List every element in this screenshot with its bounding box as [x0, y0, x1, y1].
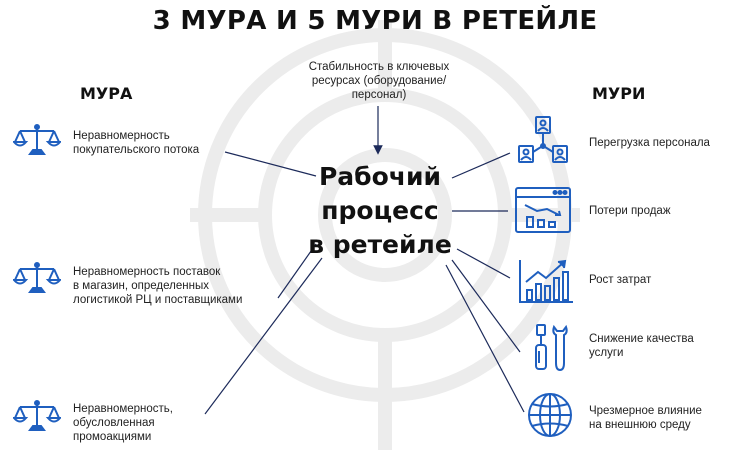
mura-item-line: Неравномерность, [73, 403, 173, 415]
globe-icon [527, 392, 573, 438]
muri-item-line: Потери продаж [589, 205, 671, 217]
growth-chart-icon [518, 258, 574, 304]
muri-item-line: на внешнюю среду [589, 419, 691, 431]
tools-icon [530, 323, 570, 373]
mura-item [73, 265, 242, 307]
muri-heading: МУРИ [592, 84, 646, 103]
mura-item-line: логистикой РЦ и поставщиками [73, 294, 243, 306]
muri-item-line: Снижение качества [589, 333, 694, 345]
muri-item-line: Перегрузка персонала [589, 137, 710, 149]
mura-item [73, 129, 199, 157]
scales-icon [13, 400, 61, 432]
top-note-line: Стабильность в ключевых [308, 61, 450, 73]
muri-item [589, 404, 702, 432]
scales-icon [13, 262, 61, 294]
mura-item-line: покупательского потока [73, 144, 200, 156]
team-network-icon [518, 116, 568, 164]
scales-icon [13, 124, 61, 156]
center-node-line: процесс [321, 196, 439, 225]
muri-item-line: Чрезмерное влияние [589, 405, 702, 417]
muri-item-line: услуги [589, 347, 624, 359]
top-note-line: ресурсах (оборудование/ [311, 75, 447, 87]
muri-item [589, 136, 710, 150]
page-title: 3 МУРА И 5 МУРИ В РЕТЕЙЛЕ [152, 6, 598, 36]
top-note-line: персонал) [351, 89, 407, 101]
center-node-line: в ретейле [308, 230, 452, 259]
center-node-line: Рабочий [318, 162, 442, 191]
mura-item-line: обусловленная [73, 417, 155, 429]
mura-heading: МУРА [80, 84, 133, 103]
muri-item [589, 273, 651, 287]
muri-item [589, 332, 694, 360]
mura-item-line: Неравномерность поставок [73, 266, 221, 278]
muri-item [589, 204, 671, 218]
mura-item-line: промоакциями [73, 431, 152, 443]
mura-item [73, 402, 173, 444]
top-note [284, 60, 474, 102]
muri-item-line: Рост затрат [589, 274, 652, 286]
center-node [290, 160, 470, 262]
connector-muri-4 [452, 260, 520, 352]
sales-chart-down-icon [515, 187, 571, 233]
mura-item-line: в магазин, определенных [73, 280, 209, 292]
mura-item-line: Неравномерность [73, 130, 170, 142]
connector-muri-5 [446, 265, 524, 412]
